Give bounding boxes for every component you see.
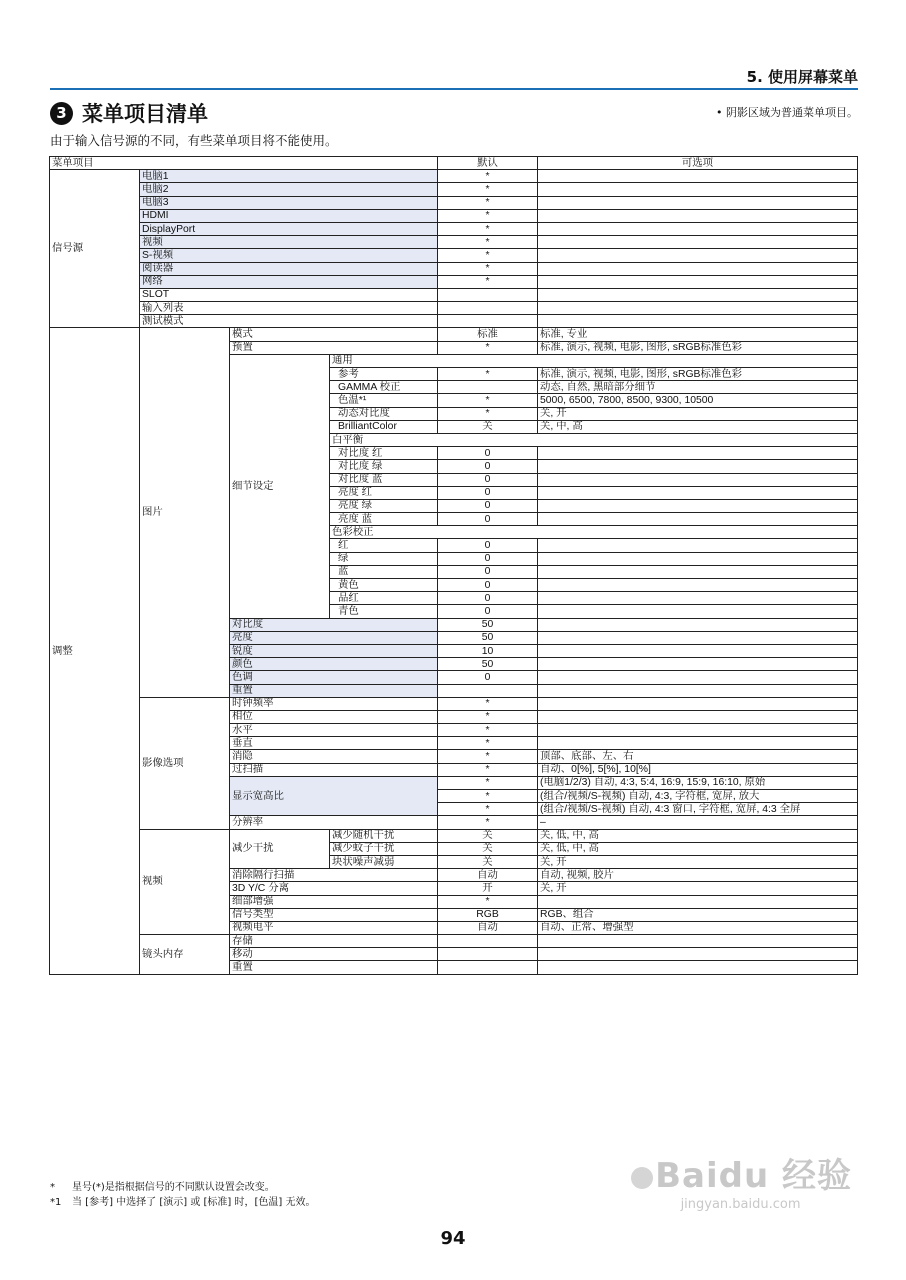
default-value xyxy=(438,302,538,315)
options-value xyxy=(538,684,858,697)
options-value xyxy=(538,315,858,328)
table-row xyxy=(50,697,858,710)
menu-item-label: 移动 xyxy=(230,948,438,961)
table-row xyxy=(50,262,858,275)
menu-item-label: 块状噪声减弱 xyxy=(330,855,438,868)
menu-item-label: 视频电平 xyxy=(230,921,438,934)
menu-item-label: 模式 xyxy=(230,328,438,341)
menu-item-label: 消隐 xyxy=(230,750,438,763)
default-value: * xyxy=(438,209,538,222)
menu-item-label: 对比度 绿 xyxy=(330,460,438,473)
menu-item-label: 重置 xyxy=(230,961,438,974)
group-label-detail: 细节设定 xyxy=(230,354,330,618)
default-value: * xyxy=(438,803,538,816)
options-value: (组合/视频/S-视频) 自动, 4:3 窗口, 字符框, 宽屏, 4:3 全屏 xyxy=(538,803,858,816)
options-value: (电脑1/2/3) 自动, 4:3, 5:4, 16:9, 15:9, 16:10, 原始 xyxy=(538,776,858,789)
menu-item-label: 垂直 xyxy=(230,737,438,750)
default-value xyxy=(438,288,538,301)
default-value: * xyxy=(438,236,538,249)
menu-item-label: 预置 xyxy=(230,341,438,354)
options-value: 关, 低, 中, 高 xyxy=(538,829,858,842)
default-value: * xyxy=(438,341,538,354)
menu-item-label: 动态对比度 xyxy=(330,407,438,420)
header-menu-item: 菜单项目 xyxy=(50,157,438,170)
options-value xyxy=(538,631,858,644)
options-value xyxy=(538,539,858,552)
options-value: 关, 低, 中, 高 xyxy=(538,842,858,855)
footnote: * 星号(*)是指根据信号的不同默认设置会改变。 xyxy=(50,1182,275,1193)
menu-item-label: 品红 xyxy=(330,592,438,605)
paw-icon xyxy=(631,1167,653,1189)
options-value xyxy=(538,724,858,737)
default-value xyxy=(438,961,538,974)
menu-item-label: 信号类型 xyxy=(230,908,438,921)
default-value: * xyxy=(438,394,538,407)
table-row xyxy=(50,222,858,235)
default-value: 0 xyxy=(438,565,538,578)
group-label-noise-reduction: 减少干扰 xyxy=(230,829,330,869)
options-value xyxy=(538,499,858,512)
options-value xyxy=(538,697,858,710)
options-value xyxy=(538,658,858,671)
table-row xyxy=(50,183,858,196)
menu-item-label: 对比度 蓝 xyxy=(330,473,438,486)
group-label-adjust: 调整 xyxy=(50,328,140,974)
watermark xyxy=(629,1148,852,1212)
default-value: * xyxy=(438,776,538,789)
options-value xyxy=(538,222,858,235)
shading-note: • 阴影区域为普通菜单项目。 xyxy=(716,106,858,119)
options-value: – xyxy=(538,816,858,829)
subgroup-label: 色彩校正 xyxy=(330,526,858,539)
header-default: 默认 xyxy=(438,157,538,170)
options-value xyxy=(538,275,858,288)
default-value: * xyxy=(438,895,538,908)
default-value: * xyxy=(438,275,538,288)
default-value: 0 xyxy=(438,671,538,684)
table-row xyxy=(50,275,858,288)
default-value: 0 xyxy=(438,605,538,618)
subgroup-label: 白平衡 xyxy=(330,433,858,446)
options-value xyxy=(538,473,858,486)
menu-item-label: 颜色 xyxy=(230,658,438,671)
default-value: 标准 xyxy=(438,328,538,341)
options-value xyxy=(538,618,858,631)
menu-item-label: BrilliantColor xyxy=(330,420,438,433)
options-value xyxy=(538,209,858,222)
group-label-picture: 图片 xyxy=(140,328,230,697)
default-value: * xyxy=(438,196,538,209)
options-value xyxy=(538,565,858,578)
table-row xyxy=(50,249,858,262)
menu-item-label: 电脑3 xyxy=(140,196,438,209)
intro-text: 由于输入信号源的不同，有些菜单项目将不能使用。 xyxy=(50,133,338,148)
menu-item-label: 色温*¹ xyxy=(330,394,438,407)
options-value xyxy=(538,288,858,301)
options-value: 动态, 自然, 黑暗部分细节 xyxy=(538,381,858,394)
default-value: 0 xyxy=(438,579,538,592)
default-value: RGB xyxy=(438,908,538,921)
options-value: 标准, 专业 xyxy=(538,328,858,341)
menu-item-label: 水平 xyxy=(230,724,438,737)
menu-item-label: 3D Y/C 分离 xyxy=(230,882,438,895)
options-value: 自动, 视频, 胶片 xyxy=(538,869,858,882)
footnotes xyxy=(50,1180,315,1210)
menu-item-label: 消除隔行扫描 xyxy=(230,869,438,882)
menu-item-label: 色调 xyxy=(230,671,438,684)
footnote: *1 当 [参考] 中选择了 [演示] 或 [标准] 时，[色温] 无效。 xyxy=(50,1197,316,1208)
default-value: 0 xyxy=(438,499,538,512)
options-value xyxy=(538,249,858,262)
group-label-image-options: 影像选项 xyxy=(140,697,230,829)
menu-item-label: 亮度 蓝 xyxy=(330,513,438,526)
default-value: 0 xyxy=(438,552,538,565)
group-label-source: 信号源 xyxy=(50,170,140,328)
menu-item-label: 电脑2 xyxy=(140,183,438,196)
menu-item-aspect-ratio: 显示宽高比 xyxy=(230,776,438,816)
default-value: * xyxy=(438,222,538,235)
menu-item-label: 蓝 xyxy=(330,565,438,578)
menu-item-label: 细部增强 xyxy=(230,895,438,908)
default-value: * xyxy=(438,737,538,750)
default-value: 0 xyxy=(438,486,538,499)
menu-item-label: 亮度 红 xyxy=(330,486,438,499)
menu-item-label: 视频 xyxy=(140,236,438,249)
group-label-video: 视频 xyxy=(140,829,230,935)
default-value xyxy=(438,381,538,394)
options-value xyxy=(538,644,858,657)
options-value: 5000, 6500, 7800, 8500, 9300, 10500 xyxy=(538,394,858,407)
default-value: * xyxy=(438,170,538,183)
table-row xyxy=(50,209,858,222)
menu-item-label: GAMMA 校正 xyxy=(330,381,438,394)
menu-item-label: SLOT xyxy=(140,288,438,301)
options-value: 标准, 演示, 视频, 电影, 图形, sRGB标准色彩 xyxy=(538,368,858,381)
menu-items-table xyxy=(49,156,858,975)
menu-item-label: 输入列表 xyxy=(140,302,438,315)
header-options: 可选项 xyxy=(538,157,858,170)
table-row xyxy=(50,829,858,842)
table-row xyxy=(50,315,858,328)
options-value: 关, 中, 高 xyxy=(538,420,858,433)
section-title-text: 菜单项目清单 xyxy=(82,102,208,126)
default-value: 关 xyxy=(438,420,538,433)
default-value: * xyxy=(438,710,538,723)
default-value: 0 xyxy=(438,460,538,473)
default-value: 自动 xyxy=(438,869,538,882)
options-value xyxy=(538,183,858,196)
default-value: * xyxy=(438,368,538,381)
table-row xyxy=(50,288,858,301)
default-value: 开 xyxy=(438,882,538,895)
options-value xyxy=(538,592,858,605)
options-value xyxy=(538,671,858,684)
options-value: 关, 开 xyxy=(538,882,858,895)
watermark-logo-text: Baidu 经验 xyxy=(655,1156,852,1196)
options-value xyxy=(538,605,858,618)
default-value: 50 xyxy=(438,658,538,671)
options-value xyxy=(538,935,858,948)
default-value: * xyxy=(438,697,538,710)
default-value: 50 xyxy=(438,618,538,631)
options-value: RGB、组合 xyxy=(538,908,858,921)
menu-item-label: 相位 xyxy=(230,710,438,723)
table-row xyxy=(50,236,858,249)
menu-item-label: 亮度 xyxy=(230,631,438,644)
menu-item-label: 测试模式 xyxy=(140,315,438,328)
options-value xyxy=(538,513,858,526)
default-value: 0 xyxy=(438,539,538,552)
default-value xyxy=(438,935,538,948)
default-value: 关 xyxy=(438,842,538,855)
header-rule xyxy=(50,88,858,90)
menu-item-label: 电脑1 xyxy=(140,170,438,183)
options-value xyxy=(538,236,858,249)
default-value: 0 xyxy=(438,473,538,486)
menu-item-label: 时钟频率 xyxy=(230,697,438,710)
options-value xyxy=(538,447,858,460)
default-value xyxy=(438,684,538,697)
menu-item-label: S-视频 xyxy=(140,249,438,262)
section-number-badge: 3 xyxy=(50,102,73,125)
subgroup-label: 通用 xyxy=(330,354,858,367)
default-value: * xyxy=(438,724,538,737)
options-value: 关, 开 xyxy=(538,407,858,420)
options-value: 顶部、底部、左、右 xyxy=(538,750,858,763)
table-row xyxy=(50,328,858,341)
table-row xyxy=(50,935,858,948)
menu-item-label: 网络 xyxy=(140,275,438,288)
table-row xyxy=(50,170,858,183)
default-value: 自动 xyxy=(438,921,538,934)
menu-item-label: 绿 xyxy=(330,552,438,565)
menu-item-label: 亮度 绿 xyxy=(330,499,438,512)
default-value: * xyxy=(438,249,538,262)
options-value xyxy=(538,486,858,499)
watermark-logo xyxy=(629,1148,852,1197)
menu-item-label: 阅读器 xyxy=(140,262,438,275)
default-value: * xyxy=(438,183,538,196)
menu-item-label: DisplayPort xyxy=(140,222,438,235)
menu-item-label: 存储 xyxy=(230,935,438,948)
default-value: 0 xyxy=(438,592,538,605)
options-value xyxy=(538,961,858,974)
options-value xyxy=(538,948,858,961)
menu-item-label: 减少随机干扰 xyxy=(330,829,438,842)
table-row xyxy=(50,302,858,315)
options-value xyxy=(538,460,858,473)
page-number: 94 xyxy=(440,1228,466,1249)
default-value: * xyxy=(438,750,538,763)
default-value xyxy=(438,948,538,961)
menu-item-label: 锐度 xyxy=(230,644,438,657)
menu-item-label: 对比度 红 xyxy=(330,447,438,460)
menu-item-label: 减少蚊子干扰 xyxy=(330,842,438,855)
options-value xyxy=(538,710,858,723)
options-value: 自动、正常、增强型 xyxy=(538,921,858,934)
default-value: 0 xyxy=(438,513,538,526)
default-value: 0 xyxy=(438,447,538,460)
options-value xyxy=(538,196,858,209)
default-value: 关 xyxy=(438,829,538,842)
default-value: 关 xyxy=(438,855,538,868)
options-value xyxy=(538,895,858,908)
default-value xyxy=(438,315,538,328)
options-value: 自动、0[%], 5[%], 10[%] xyxy=(538,763,858,776)
options-value: (组合/视频/S-视频) 自动, 4:3, 字符框, 宽屏, 放大 xyxy=(538,790,858,803)
menu-item-label: HDMI xyxy=(140,209,438,222)
menu-item-label: 过扫描 xyxy=(230,763,438,776)
menu-item-label: 红 xyxy=(330,539,438,552)
section-title xyxy=(50,98,208,128)
menu-item-label: 青色 xyxy=(330,605,438,618)
default-value: * xyxy=(438,790,538,803)
options-value xyxy=(538,737,858,750)
options-value xyxy=(538,579,858,592)
watermark-url: jingyan.baidu.com xyxy=(680,1197,801,1212)
default-value: * xyxy=(438,407,538,420)
menu-item-label: 对比度 xyxy=(230,618,438,631)
table-header-row xyxy=(50,157,858,170)
options-value xyxy=(538,262,858,275)
default-value: 50 xyxy=(438,631,538,644)
default-value: * xyxy=(438,262,538,275)
options-value xyxy=(538,302,858,315)
options-value xyxy=(538,170,858,183)
menu-item-label: 黄色 xyxy=(330,579,438,592)
group-label-lens-memory: 镜头内存 xyxy=(140,935,230,975)
table-row xyxy=(50,196,858,209)
menu-item-label: 重置 xyxy=(230,684,438,697)
default-value: 10 xyxy=(438,644,538,657)
menu-item-label: 分辨率 xyxy=(230,816,438,829)
menu-item-label: 参考 xyxy=(330,368,438,381)
options-value: 关, 开 xyxy=(538,855,858,868)
options-value: 标准, 演示, 视频, 电影, 图形, sRGB标准色彩 xyxy=(538,341,858,354)
default-value: * xyxy=(438,763,538,776)
chapter-header: 5. 使用屏幕菜单 xyxy=(746,68,858,86)
options-value xyxy=(538,552,858,565)
default-value: * xyxy=(438,816,538,829)
